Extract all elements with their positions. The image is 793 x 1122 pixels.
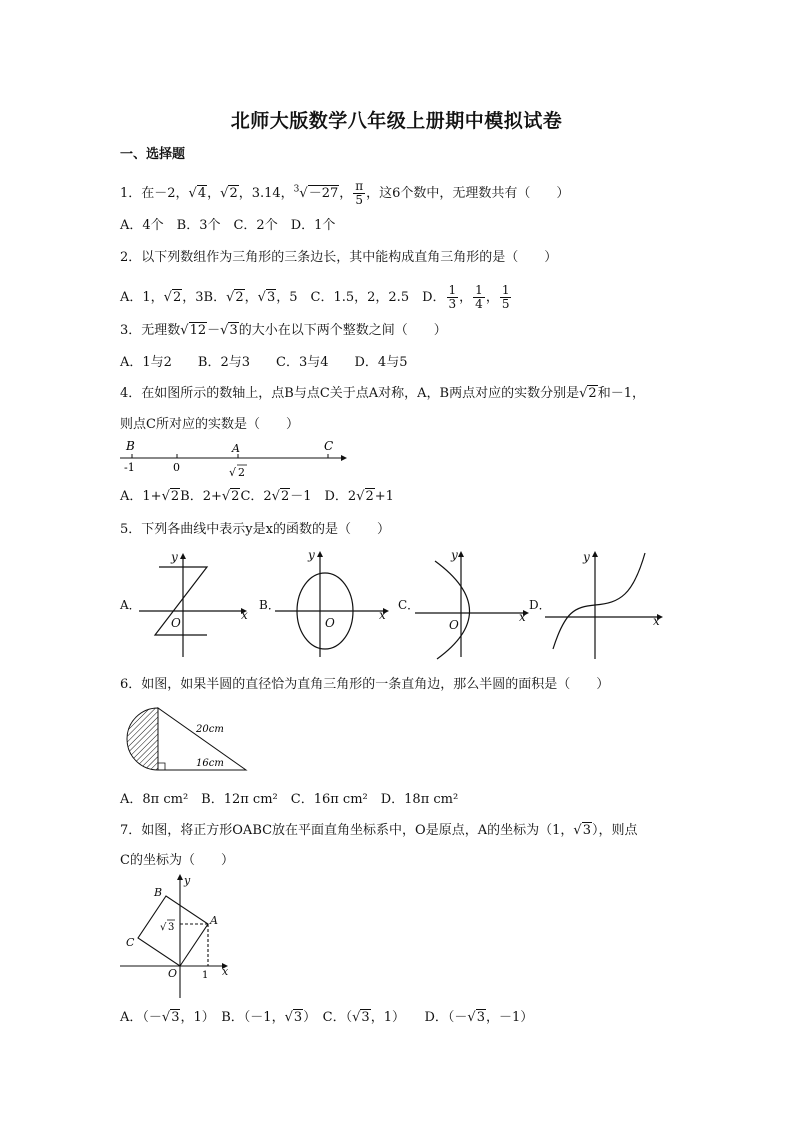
- q4-opt-text: B．2+: [180, 489, 222, 504]
- q2-fraction: [500, 284, 512, 311]
- q3-text: －: [207, 323, 221, 338]
- q4-opt-text: A．1+: [120, 489, 162, 504]
- question-1-options: A．4个 B．3个 C．2个 D．1个: [120, 218, 336, 233]
- q4-opt-text: －1 D．2: [290, 489, 357, 504]
- arrow-icon: [592, 551, 598, 557]
- q4-radicand: 2: [170, 489, 180, 504]
- graph-a-curve: [155, 567, 207, 635]
- graph-b-x-label: x: [379, 608, 386, 622]
- q1-text: ，这6个数中，无理数共有（ ）: [366, 186, 570, 201]
- q1-text: ，: [339, 186, 353, 201]
- q1-radicand: 2: [229, 186, 238, 201]
- q2-frac-den: 4: [475, 297, 483, 311]
- q2-frac-num: 1: [501, 283, 510, 297]
- q4-radicand: 2: [365, 489, 374, 504]
- arrow-icon: [317, 551, 323, 557]
- graph-d-label: D．: [529, 598, 551, 612]
- point-label-a: A: [232, 442, 240, 455]
- page-title: 北师大版数学八年级上册期中模拟试卷: [230, 110, 563, 132]
- question-4-stem-line2: 则点C所对应的实数是（ ）: [120, 417, 299, 432]
- graph-d-y-label: y: [583, 550, 590, 564]
- question-6-stem: 6．如图，如果半圆的直径恰为直角三角形的一条直角边，那么半圆的面积是（ ）: [120, 677, 610, 692]
- graph-a-y-label: y: [171, 550, 178, 564]
- q1-text: ，: [207, 186, 221, 201]
- question-7-stem-line1: 7．如图，将正方形OABC放在平面直角坐标系中，O是原点，A的坐标为（1，√3），则点: [120, 823, 638, 838]
- q2-text: ，: [485, 290, 499, 305]
- q1-frac-den: 5: [355, 193, 364, 207]
- q7-radicand: 3: [361, 1010, 370, 1025]
- arrow-icon: [458, 551, 464, 557]
- question-7-options: A．（－√3，1） B．（－1，√3） C．（√3，1） D．（－√3，－1）: [120, 1010, 534, 1025]
- q4-radicand: 2: [231, 489, 240, 504]
- q2-radicand: 2: [235, 290, 244, 305]
- q3-text: 3．无理数: [120, 323, 181, 338]
- q7-text: 7．如图，将正方形OABC放在平面直角坐标系中，O是原点，A的坐标为（1，: [120, 823, 574, 838]
- q2-text: A．1，: [120, 290, 164, 305]
- question-3-stem: 3．无理数√12－√3的大小在以下两个整数之间（ ）: [120, 323, 447, 338]
- q4-text: 和－1，: [597, 386, 645, 401]
- q1-frac-num: π: [355, 179, 364, 193]
- question-3-options: A．1与2 B．2与3 C．3与4 D．4与5: [120, 355, 408, 370]
- question-7-stem-line2: C的坐标为（ ）: [120, 853, 234, 868]
- q1-text: ，3.14，: [238, 186, 294, 201]
- q3-radicand: 12: [189, 323, 207, 338]
- q7-text: ），则点: [591, 823, 638, 838]
- q2-text: ，5 C．1.5，2，2.5 D．: [276, 290, 446, 305]
- tick-label-zero: 0: [173, 461, 180, 474]
- q4-opt-text: +1: [374, 489, 394, 504]
- q1-text: 1．在－2，: [120, 186, 189, 201]
- q1-radicand: 4: [197, 186, 207, 201]
- vertex-label-c: C: [126, 936, 135, 949]
- graph-a-x-label: x: [241, 608, 248, 622]
- q2-frac-den: 3: [448, 297, 457, 311]
- graph-b-y-label: y: [308, 548, 315, 562]
- point-label-b: B: [126, 439, 135, 453]
- graph-c-label: C．: [398, 598, 420, 612]
- question-4-stem-line1: 4．在如图所示的数轴上，点B与点C关于点A对称，A，B两点对应的实数分别是√2和－1，: [120, 386, 645, 401]
- right-angle-mark: [158, 763, 165, 770]
- q7-opt-text: ，－1）: [485, 1010, 534, 1025]
- q2-text: ，: [244, 290, 258, 305]
- q1-fraction: [353, 180, 365, 207]
- q4-radicand: 2: [588, 386, 597, 401]
- q7-radicand: 3: [171, 1010, 180, 1025]
- q3-text: 的大小在以下两个整数之间（ ）: [238, 323, 447, 338]
- q2-frac-den: 5: [501, 297, 510, 311]
- question-5-stem: 5．下列各曲线中表示y是x的函数的是（ ）: [120, 522, 390, 537]
- square-coordinate-figure: [118, 874, 238, 1000]
- tick-label-sqrt2: 2: [238, 466, 245, 479]
- point-label-c: C: [324, 439, 334, 453]
- number-line-arrow: [341, 455, 347, 461]
- q1-root-index: 3: [293, 184, 300, 195]
- graph-c-curve: [435, 561, 470, 659]
- q7-radicand: 3: [582, 823, 591, 838]
- tick-label-sqrt-symbol: √: [229, 466, 237, 479]
- q3-radicand: 3: [229, 323, 238, 338]
- q7-radicand: 3: [476, 1010, 485, 1025]
- q7-opt-text: ，1） D．（－: [370, 1010, 468, 1025]
- graph-b-label: B．: [259, 598, 280, 612]
- q7-radicand: 3: [293, 1010, 303, 1025]
- question-1-stem: 1．在－2，√4，√2，3.14，$^3$√－27， $\frac{\pi}{5}$ ，这6个数中，无理数共有（ ）: [120, 179, 570, 207]
- q2-radicand: 3: [266, 290, 276, 305]
- section-heading: 一、选择题: [120, 147, 186, 162]
- q2-frac-num: 1: [475, 283, 483, 297]
- sqrt-symbol: √: [160, 922, 167, 933]
- q2-fraction: [473, 284, 485, 311]
- y-axis-label: y: [184, 874, 191, 887]
- base-label: 16cm: [196, 758, 224, 769]
- question-4-options: A．1+√2B．2+√2C．2√2－1 D．2√2+1: [120, 489, 394, 504]
- label-sqrt3: 3: [168, 922, 175, 933]
- q2-frac-num: 1: [448, 283, 457, 297]
- shaded-semicircle: [127, 708, 158, 770]
- function-curves-figure: [115, 545, 665, 663]
- arrow-icon: [177, 874, 183, 880]
- question-2-options: A．1，√2，3B．√2，√3，5 C．1.5，2，2.5 D． $\frac{1}{3}$ ， $\frac{1}{4}$ ， $\frac{1}{5}$: [120, 283, 510, 311]
- semicircle-triangle-figure: [118, 700, 258, 776]
- tick-label-one: 1: [202, 970, 209, 981]
- q2-fraction: [447, 284, 459, 311]
- q1-radicand: －27: [308, 186, 339, 201]
- hypotenuse-label: 20cm: [196, 724, 224, 735]
- vertex-label-a: A: [210, 914, 218, 927]
- origin-label: O: [168, 967, 178, 980]
- vertex-label-b: B: [154, 886, 163, 899]
- number-line-figure: [115, 436, 355, 484]
- graph-a-label: A．: [120, 598, 141, 612]
- graph-c-origin: O: [449, 618, 459, 632]
- q2-radicand: 2: [172, 290, 182, 305]
- graph-d-x-label: x: [653, 614, 660, 628]
- graph-b-origin: O: [325, 616, 335, 630]
- graph-c-y-label: y: [451, 548, 458, 562]
- q4-radicand: 2: [280, 489, 290, 504]
- q4-text: 4．在如图所示的数轴上，点B与点C关于点A对称，A，B两点对应的实数分别是: [120, 386, 580, 401]
- graph-d-curve: [553, 553, 645, 649]
- q4-opt-text: C．2: [240, 489, 272, 504]
- graph-c-x-label: x: [519, 610, 526, 624]
- q2-text: ，: [459, 290, 473, 305]
- arrow-icon: [180, 553, 186, 559]
- q2-text: ，3B．: [182, 290, 227, 305]
- q7-opt-text: ，1） B．（－1，: [180, 1010, 285, 1025]
- question-6-options: A．8π cm² B．12π cm² C．16π cm² D．18π cm²: [120, 792, 459, 807]
- q7-opt-text: ） C．（: [303, 1010, 353, 1025]
- x-axis-label: x: [222, 965, 229, 978]
- graph-a-origin: O: [171, 616, 181, 630]
- q7-opt-text: A．（－: [120, 1010, 162, 1025]
- question-2-stem: 2．以下列数组作为三角形的三条边长，其中能构成直角三角形的是（ ）: [120, 250, 558, 265]
- tick-label-minus-one: -1: [124, 461, 135, 474]
